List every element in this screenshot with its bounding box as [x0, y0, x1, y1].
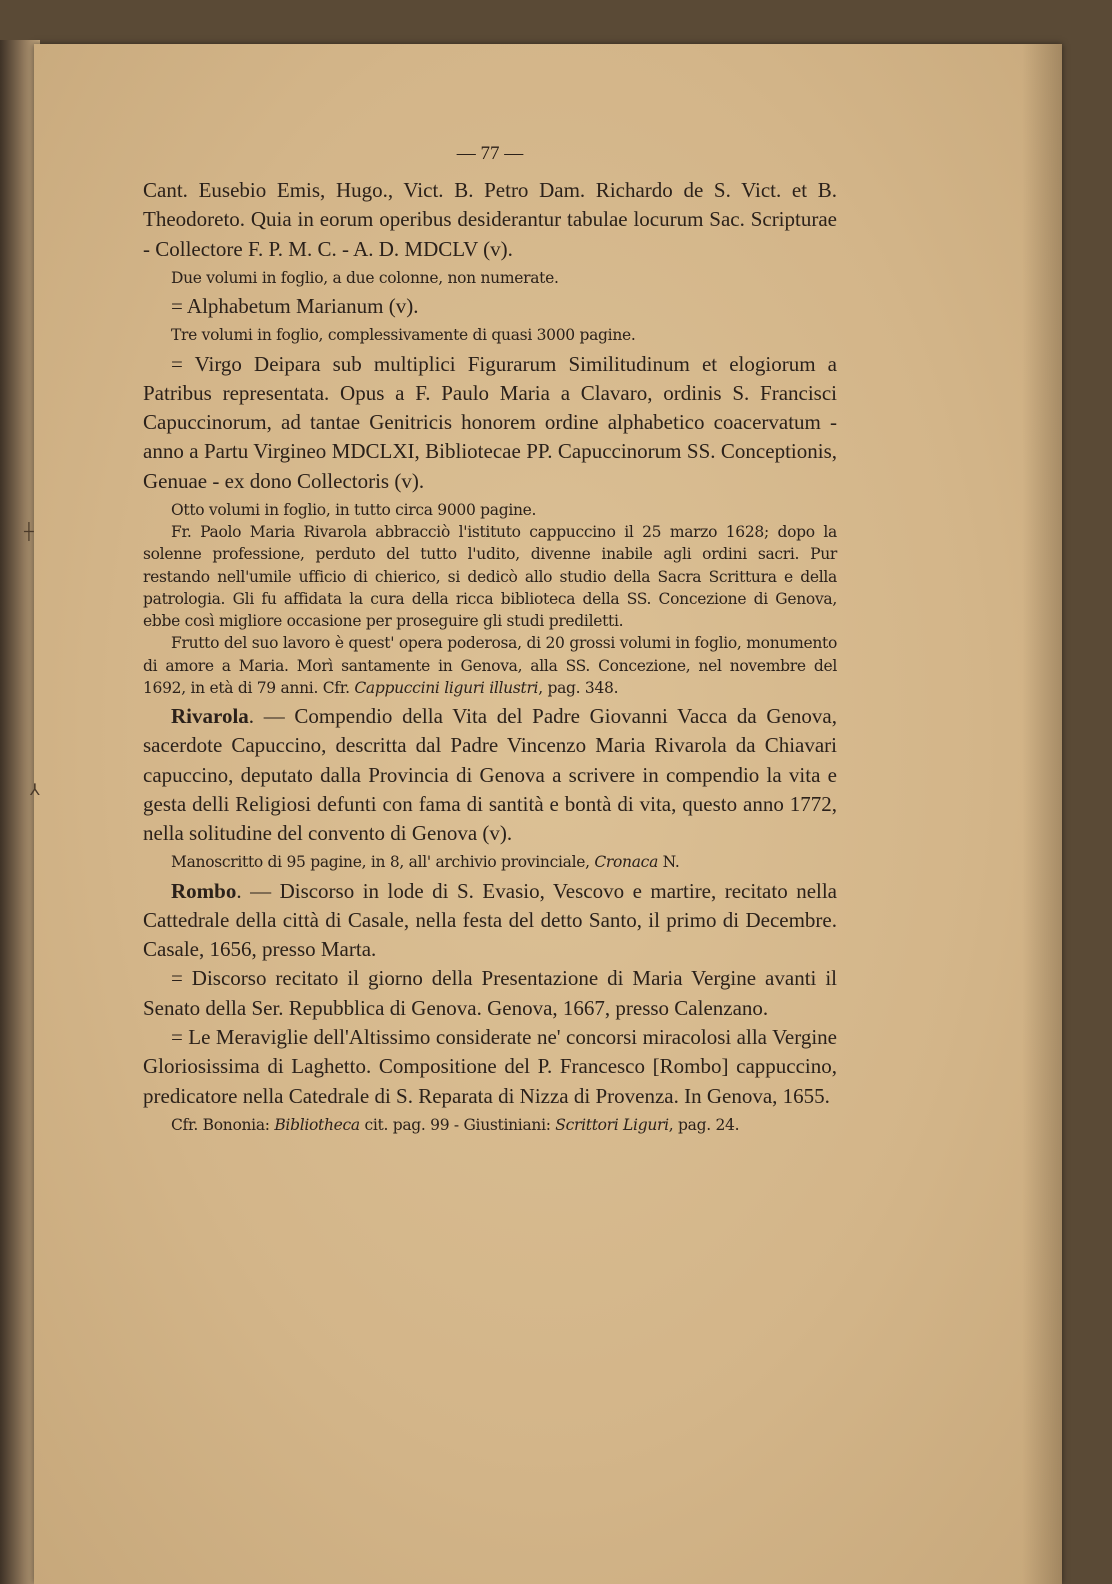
note-text: cit. pag. 99 - Giustiniani: [359, 1115, 556, 1134]
note: Tre volumi in foglio, complessivamente di quasi 3000 pagine. [171, 326, 636, 345]
margin-mark-2: ⅄ [30, 780, 40, 799]
note [143, 1114, 837, 1136]
note: Due volumi in foglio, a due colonne, non numerate. [171, 268, 559, 287]
entry-paragraph: Cant. Eusebio Emis, Hugo., Vict. B. Petro Dam. Richardo de S. Vict. et B. Theodoreto. Quia in eorum operibus desiderantur tabulae locurum Sac. Scripturae - Collectore F. P. M. C. - A. D. MDCLV (v). [143, 178, 837, 261]
note [143, 851, 837, 873]
note-citation: Cronaca [594, 853, 659, 872]
entry-text: . — Discorso in lode di S. Evasio, Vescovo e martire, recitato nella Cattedrale della città di Casale, nella festa del detto Santo, il primo di Decembre. Casale, 1656, presso Marta. [143, 878, 837, 962]
note: Fr. Paolo Maria Rivarola abbracciò l'istituto cappuccino il 25 marzo 1628; dopo la solenne professione, perduto del tutto l'udito, divenne inabile agli ordini sacri. Pur restando nell'umile ufficio di chierico, si dedicò allo studio della Sacra Scrittura e della patrologia. Gli fu affidata la cura della ricca biblioteca della SS. Concezione di Genova, ebbe così migliore occasione per proseguire gli studi prediletti. [143, 523, 837, 631]
note-citation: Scrittori Liguri [555, 1115, 669, 1134]
entry-paragraph [143, 702, 837, 848]
note-text: , pag. 348. [538, 678, 619, 697]
entry-author: Rombo [171, 878, 237, 903]
entry-paragraph: = Alphabetum Marianum (v). [171, 294, 419, 319]
note-text: Frutto del suo lavoro è quest' opera poderosa, di 20 grossi volumi in foglio, monumento di amore a Maria. Morì santamente in Genova, alla SS. Concezione, nel novembre del 1692, in età di 79 anni. Cfr. [143, 634, 837, 697]
entry-paragraph: = Discorso recitato il giorno della Presentazione di Maria Vergine avanti il Senato della Ser. Repubblica di Genova. Genova, 1667, presso Calenzano. [143, 966, 837, 1020]
page-number: — 77 — [456, 143, 524, 164]
note-citation: Cappuccini liguri illustri [354, 678, 539, 697]
note-text: Manoscritto di 95 pagine, in 8, all' archivio provinciale, [171, 853, 595, 872]
note-text: Cfr. Bononia: [171, 1115, 275, 1134]
note-citation: Bibliotheca [274, 1115, 360, 1134]
entry-paragraph: = Le Meraviglie dell'Altissimo considerate ne' concorsi miracolosi alla Vergine Gloriosissima di Laghetto. Compositione del P. Francesco [Rombo] cappuccino, predicatore nella Catedrale di S. Reparata di Nizza di Provenza. In Genova, 1655. [143, 1025, 837, 1108]
margin-mark: ┼ [24, 522, 34, 541]
note-text: N. [658, 853, 680, 872]
page-text [143, 132, 837, 1136]
entry-paragraph: = Virgo Deipara sub multiplici Figurarum Similitudinum et elogiorum a Patribus representata. Opus a F. Paulo Maria a Clavaro, ordinis S. Francisci Capuccinorum, ad tantae Genitricis honorem ordine alphabetico coacervatum - anno a Partu Virgineo MDCLXI, Bibliotecae PP. Capuccinorum SS. Conceptionis, Genuae - ex dono Collectoris (v). [143, 351, 837, 493]
note: Otto volumi in foglio, in tutto circa 9000 pagine. [171, 501, 537, 520]
entry-paragraph [143, 877, 837, 965]
note-text: , pag. 24. [668, 1115, 740, 1134]
note [143, 632, 837, 699]
entry-text: . — Compendio della Vita del Padre Giovanni Vacca da Genova, sacerdote Capuccino, descritta dal Padre Vincenzo Maria Rivarola da Chiavari capuccino, deputato dalla Provincia di Genova a scrivere in compendio la vita e gesta delli Religiosi defunti con fama di santità e bontà di vita, questo anno 1772, nella solitudine del convento di Genova (v). [143, 703, 837, 846]
entry-author: Rivarola [171, 703, 249, 728]
